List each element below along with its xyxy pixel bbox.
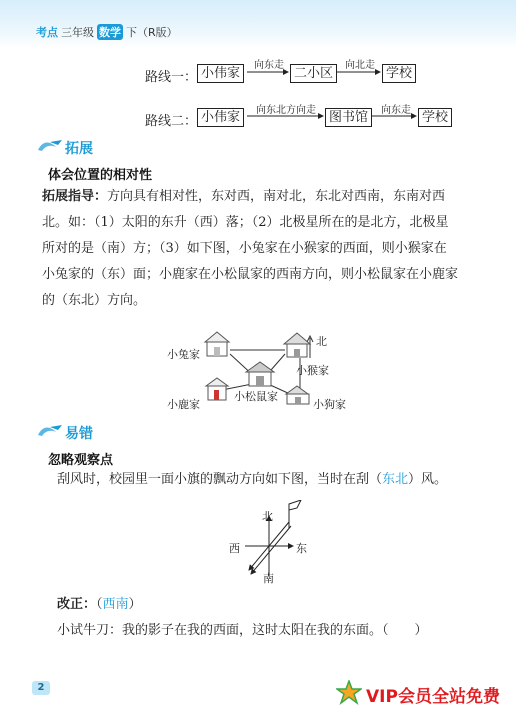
route1-leg1-box: 二小区 bbox=[290, 64, 337, 83]
expand-line-4: 小兔家的（东）面；小鹿家在小松鼠家的西南方向，则小松鼠家在小鹿家 bbox=[42, 267, 459, 282]
rabbit-house-label: 小兔家 bbox=[167, 348, 200, 361]
brush-icon bbox=[36, 138, 64, 154]
squirrel-house-icon bbox=[246, 362, 274, 386]
route-arrows bbox=[0, 0, 516, 140]
dog-house-icon bbox=[286, 386, 309, 404]
route1-leg1-direction: 向东走 bbox=[254, 60, 284, 71]
compass-south-label: 南 bbox=[263, 572, 274, 585]
rabbit-house-icon bbox=[205, 332, 229, 356]
monkey-house-label: 小猴家 bbox=[296, 364, 329, 377]
monkey-house-icon bbox=[284, 333, 310, 357]
try-line: 小试牛刀：我的影子在我的西面，这时太阳在我的东面。（ ） bbox=[57, 623, 428, 638]
page-number: 2 bbox=[32, 681, 50, 695]
expand-section-title: 拓展 bbox=[65, 141, 93, 157]
flag-icon bbox=[289, 500, 301, 528]
route1-start-box: 小伟家 bbox=[197, 64, 244, 83]
header-brand: 考点 bbox=[36, 26, 58, 39]
correction-line: 改正：（西南） bbox=[57, 597, 142, 612]
expand-paragraph bbox=[42, 184, 492, 314]
star-logo-icon bbox=[336, 680, 362, 706]
vip-promo-text: VIP会员全站免费 bbox=[366, 687, 500, 707]
squirrel-house-label: 小松鼠家 bbox=[234, 390, 278, 403]
compass-east-label: 东 bbox=[296, 542, 307, 555]
header-grade: 三年级 bbox=[61, 26, 94, 39]
deer-house-label: 小鹿家 bbox=[167, 398, 200, 411]
route2-leg1-box: 图书馆 bbox=[325, 108, 372, 127]
mistake-section-title: 易错 bbox=[65, 426, 93, 442]
brush-icon bbox=[36, 423, 64, 439]
expand-line-5: 的（东北）方向。 bbox=[42, 293, 147, 308]
dog-house-label: 小狗家 bbox=[313, 398, 346, 411]
header-subject: 数学 bbox=[99, 26, 121, 39]
expand-line-2: 北。如：（1）太阳的东升（西）落；（2）北极星所在的是北方，北极星 bbox=[42, 215, 449, 230]
mistake-question: 刮风时，校园里一面小旗的飘动方向如下图，当时在刮（东北）风。 bbox=[57, 472, 448, 487]
route2-leg2-box: 学校 bbox=[418, 108, 452, 127]
route2-leg2-direction: 向东走 bbox=[381, 105, 411, 116]
route2-leg1-direction: 向东北方向走 bbox=[256, 105, 316, 116]
route2-start-box: 小伟家 bbox=[197, 108, 244, 127]
correction-answer: 西南 bbox=[102, 597, 129, 612]
route1-label: 路线一： bbox=[145, 70, 198, 85]
header-volume: 下（R版） bbox=[126, 26, 178, 39]
guide-label: 拓展指导： bbox=[42, 189, 108, 204]
route1-leg2-direction: 向北走 bbox=[345, 60, 375, 71]
compass-north-label: 北 bbox=[262, 510, 273, 523]
diagram-north-label: 北 bbox=[316, 335, 327, 348]
expand-line-1: 拓展指导：方向具有相对性，东对西，南对北，东北对西南，东南对西 bbox=[42, 189, 446, 204]
question-answer: 东北 bbox=[382, 472, 409, 487]
expand-subtitle: 体会位置的相对性 bbox=[48, 168, 153, 183]
mistake-subtitle: 忽略观察点 bbox=[48, 453, 114, 468]
expand-line-3: 所对的是（南）方；（3）如下图，小兔家在小猴家的西面，则小猴家在 bbox=[42, 241, 447, 256]
route1-leg2-box: 学校 bbox=[382, 64, 416, 83]
route2-label: 路线二： bbox=[145, 114, 198, 129]
compass-west-label: 西 bbox=[229, 542, 240, 555]
deer-house-icon bbox=[206, 378, 228, 400]
